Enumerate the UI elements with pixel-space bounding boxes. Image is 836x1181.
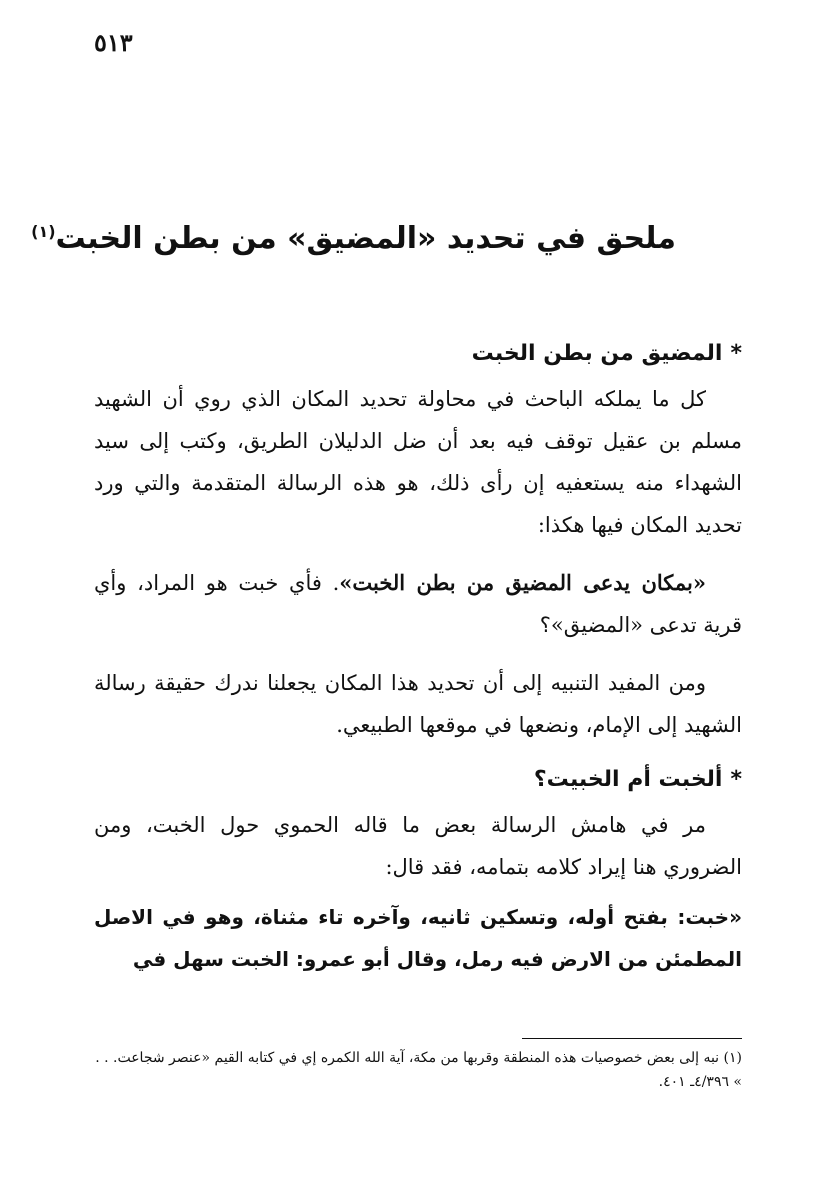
title-footnote-mark: (١) [31,222,56,241]
section-marker: * [730,341,742,366]
page-title [31,212,676,266]
footnote-mark: (١) [723,1050,742,1066]
page-body [94,330,742,980]
page-number: ٥١٣ [94,28,133,57]
footnote [94,1046,742,1094]
hamawi-quote: «خبت: بفتح أوله، وتسكين ثانيه، وآخره تاء مثناة، وهو في الاصل المطمئن من الارض فيه رمل، وقال أبو عمرو: الخبت سهل في [94,905,742,971]
section-heading-text: المضيق من بطن الخبت [471,341,723,366]
footnote-text: نبه إلى بعض خصوصيات هذه المنطقة وقربها من مكة، آية الله الكمره إي في كتابه القيم «عنصر شجاعت. . . » ٤/٣٩٦ـ ٤٠١. [95,1050,742,1090]
paragraph-intro: كل ما يملكه الباحث في محاولة تحديد المكان الذي روي أن الشهيد مسلم بن عقيل توقف فيه بعد أن ضل الدليلان الطريق، وكتب إلى سيد الشهداء منه يستعفيه إن رأى ذلك، هو هذه الرسالة المتقدمة والتي ورد تحديد المكان فيها هكذا: [94,387,742,537]
section-heading-text: ألخبت أم الخبيت؟ [533,767,723,792]
section-marker: * [730,767,742,792]
section-heading-madiq [94,330,742,378]
page-title-text: ملحق في تحديد «المضيق» من بطن الخبت [55,221,676,256]
quote-question: . فأي خبت هو المراد، وأي قرية تدعى «المضيق»؟ [94,571,742,637]
paragraph-note: ومن المفيد التنبيه إلى أن تحديد هذا المكان يجعلنا ندرك حقيقة رسالة الشهيد إلى الإمام، ونضعها في موقعها الطبيعي. [94,671,742,737]
section-heading-khabt [94,756,742,804]
paragraph-quote [94,562,742,646]
paragraph-hamawi: مر في هامش الرسالة بعض ما قاله الحموي حول الخبت، ومن الضروري هنا إيراد كلامه بتمامه، فقد قال: [94,813,742,879]
footnote-divider [522,1038,742,1039]
quote-place-name: «بمكان يدعى المضيق من بطن الخبت» [339,570,706,595]
